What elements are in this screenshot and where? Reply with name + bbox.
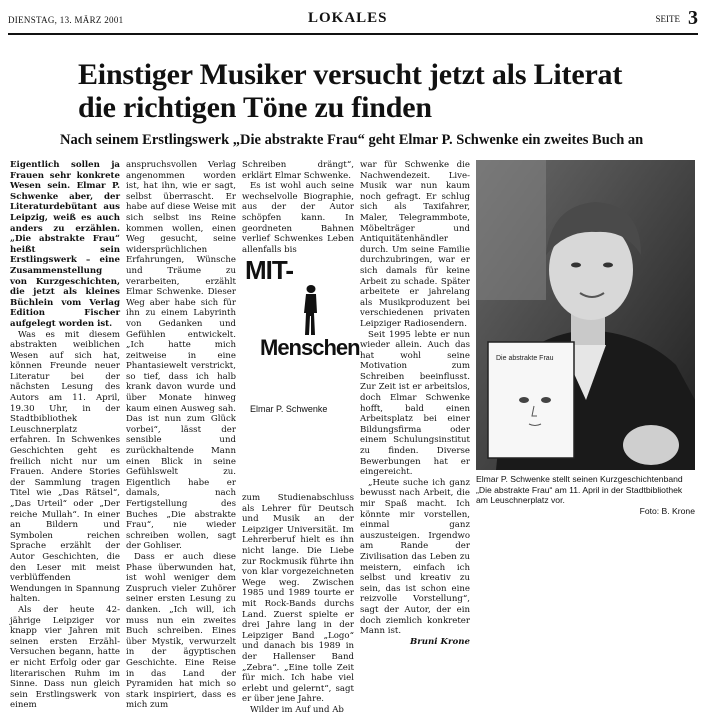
paragraph: Was es mit diesem abstrakten weiblichen Wesen auf sich hat, können Freunde neuer Literatur bei der nächsten Lesung des Autors am 11. April, 19.30 Uhr, in der Stadtbibliothek Leuschnerplatz erfahren. In Schwenkes Geschichten geht es freilich nicht nur um Frauen. Andere Stories der Sammlung tragen Titel wie „Das Rätsel“, „Das Urteil“ oder „Der reiche Mullah“. In einer an Bildern und Symbolen reichen Sprache erzählt der Autor Geschichten, die den Leser mit meist verblüffenden Wendungen in Spannung halten. [10, 329, 120, 605]
mit-menschen-logo [245, 255, 360, 375]
page-header [8, 9, 698, 31]
photo-caption [476, 474, 695, 516]
logo-top-text: MIT- [245, 255, 293, 285]
author-photo [476, 160, 695, 470]
header-rule [8, 33, 698, 35]
paragraph: Dass er auch diese Phase überwunden hat, ist wohl weniger dem Zuspruch vieler Zuhörer seiner ersten Lesung zu danken. „Ich will, ich muss nun ein zweites Buch schreiben. Eines über Mystik, verwurzelt in der ägyptischen Geschichte. Eine Reise in das Land der Pyramiden hat mich so stark inspiriert, dass es mich zum [126, 551, 236, 711]
section-title: LOKALES [308, 10, 388, 26]
paragraph: Seit 1995 lebte er nun wieder allein. Auch das hat wohl seine Motivation zum Schreiben beeinflusst. Zur Zeit ist er arbeitslos, doch Elmar Schwenke hofft, bald einen Arbeitsplatz bei einer Bildungsfirma oder einem Schulungsinstitut zu finden. Diverse Bewerbungen hat er eingereicht. [360, 329, 470, 478]
page-number: 3 [688, 7, 698, 29]
article-subheadline: Nach seinem Erstlingswerk „Die abstrakte Frau“ geht Elmar P. Schwenke ein zweites Buch an [60, 132, 644, 148]
author-byline: Bruni Krone [410, 636, 470, 647]
issue-date: DIENSTAG, 13. MÄRZ 2001 [8, 15, 124, 25]
page-label: SEITE [655, 14, 680, 24]
paragraph: Es ist wohl auch seine wechselvolle Biographie, aus der der Autor schöpfen kann. In geordneten Bahnen verlief Schwenkes Leben allenfalls bis [242, 181, 354, 255]
paragraph: Als der heute 42-jährige Leipziger vor knapp vier Jahren mit seinen ersten Erzähl-Versuchen begann, hatte er nicht Erfolg oder gar literarischen Ruhm im Sinne. Dass nun gleich sein Erstlingswerk von einem [10, 604, 120, 711]
paragraph: zum Studienabschluss als Lehrer für Deutsch und Musik an der Leipziger Universität. Im Lehrerberuf hielt es ihn nicht lange. Die Liebe zur Rockmusik führte ihn von klar vorgezeichneten Wege weg. Zwischen 1985 und 1989 tourte er mit Rock-Bands durchs Land. Zuerst spielte er drei Jahre lang in der Leipziger Band „Logo“ und danach bis 1989 in der Hallenser Band „Zebra“. „Eine tolle Zeit für mich. Ich habe viel erlebt und gelernt“, sagt er über jene Jahre. [242, 493, 354, 705]
article-column-1 [10, 160, 120, 711]
paragraph: „Heute suche ich ganz bewusst nach Arbeit, die mir Spaß macht. Ich könnte mir vorstellen, einmal ganz auszusteigen. Irgendwo am Rande der Zivilisation das Leben zu meistern, einfach ich selbst und kreativ zu sein, das ist schon eine reizvolle Vorstellung“, sagt der Autor, der ein doch ziemlich konkreter Mann ist. [360, 477, 470, 637]
photo-credit: Foto: B. Krone [639, 505, 695, 516]
paragraph: anspruchsvollen Verlag angenommen worden ist, hat ihn, wie er sagt, selbst überrascht. Er habe auf diese Weise mit sich selbst ins Reine kommen wollen, einen Weg gesucht, seine widersprüchlichen Erfahrungen, Wünsche und Träume zu verarbeiten, erzählt Elmar Schwenke. Dieser Weg aber habe sich für ihn zu einem Labyrinth von Gedanken und Gefühlen entwickelt. „Ich hatte mich zeitweise in eine Phantasiewelt verstrickt, so tief, dass ich halb krank davon wurde und über Monate hinweg kaum einen Ausweg sah. Das ist nun zum Glück vorbei“, lässt der sensible und zurückhaltende Mann einen Blick in seine Gefühlswelt zu. Eigentlich habe er damals, nach Fertigstellung des Buches „Die abstrakte Frau“, nie wieder schreiben wollen, sagt der Gohliser. [126, 160, 236, 552]
person-name-caption: Elmar P. Schwenke [250, 404, 328, 414]
article-column-4 [360, 160, 470, 647]
walking-man-icon [300, 285, 322, 337]
paragraph: Schreiben drängt“, erklärt Elmar Schwenke. [242, 160, 354, 181]
logo-bottom-text: Menschen [260, 335, 360, 360]
paragraph: war für Schwenke die Nachwendezeit. Live-Musik war nun kaum noch gefragt. Er schlug sich als Taxifahrer, Maler, Telegrammbote, Möbelträger und Antiquitätenhändler durch. Um seine Familie durchzubringen, war er sich damals für keine Arbeit zu schade. Später arbeitete er jahrelang als Musikproduzent bei verschiedenen privaten Leipziger Radiosendern. [360, 160, 470, 329]
article-column-2 [126, 160, 236, 711]
article-headline: Einstiger Musiker versucht jetzt als Literat die richtigen Töne zu finden [78, 58, 623, 124]
caption-text: Elmar P. Schwenke stellt seinen Kurzgeschichtenband „Die abstrakte Frau“ am 11. April in der Stadtbibliothek am Leuschnerplatz vor. [476, 474, 683, 505]
lead-paragraph: Eigentlich sollen ja Frauen sehr konkrete Wesen sein. Elmar P. Schwenke aber, der Literaturdebütant aus Leipzig, weiß es auch anders zu erzählen. „Die abstrakte Frau“ heißt sein Erstlingswerk – eine Zusammenstellung von Kurzgeschichten, die jetzt als kleines Büchlein vom Verlag Edition Fischer aufgelegt worden ist. [10, 160, 120, 329]
paragraph: Wilder im Auf und Ab [250, 704, 344, 715]
book-title-text: Die abstrakte Frau [496, 355, 554, 362]
